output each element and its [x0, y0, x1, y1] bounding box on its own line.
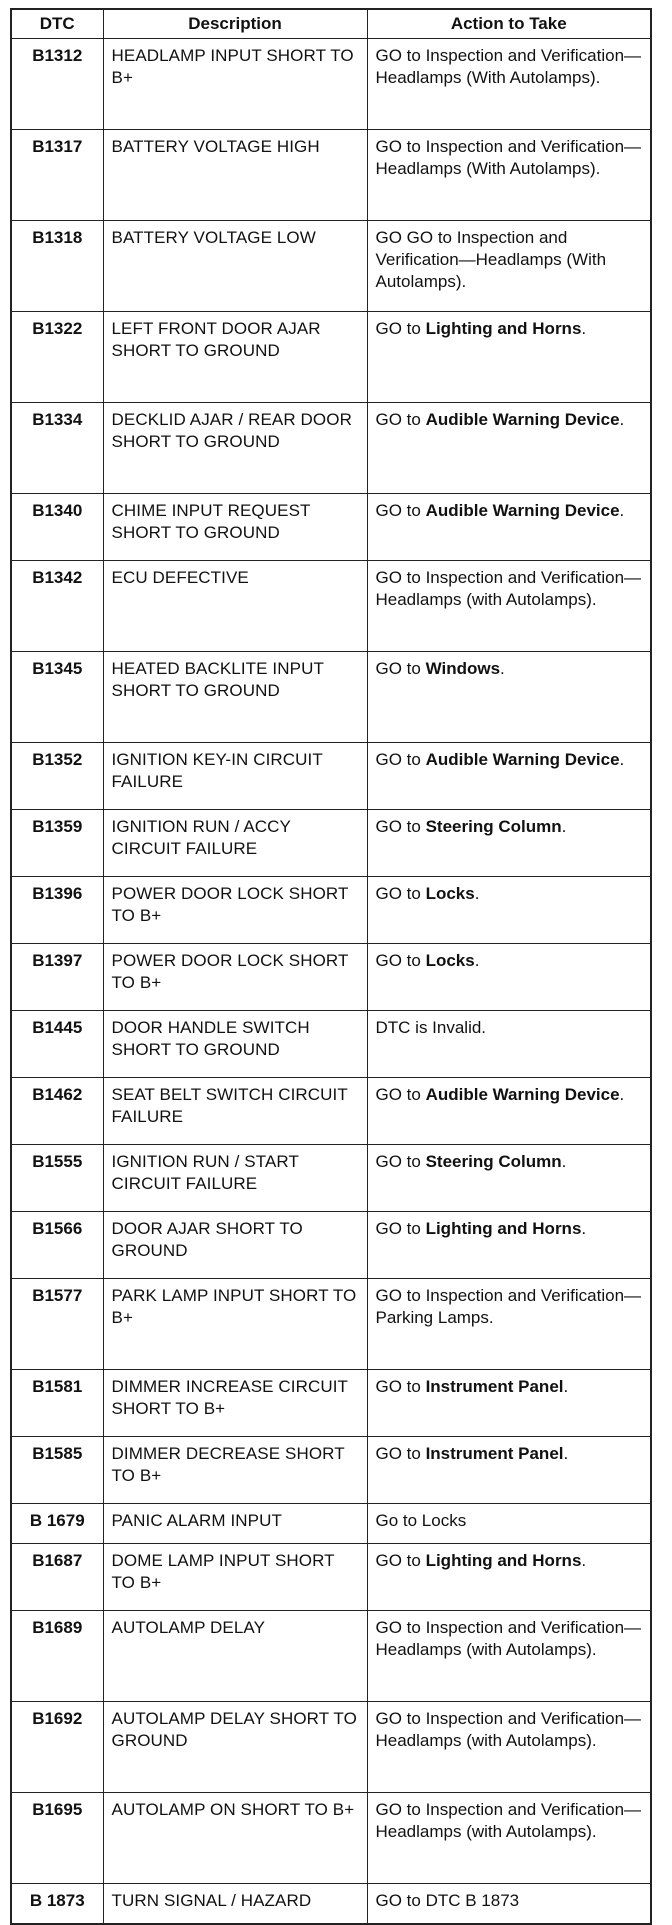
- description-cell: DOOR AJAR SHORT TO GROUND: [103, 1212, 367, 1279]
- dtc-code-cell: B1397: [11, 944, 103, 1011]
- action-target: Audible Warning Device: [425, 1085, 620, 1104]
- dtc-code-cell: B1317: [11, 130, 103, 221]
- description-cell: HEATED BACKLITE INPUT SHORT TO GROUND: [103, 652, 367, 743]
- dtc-code-cell: B 1873: [11, 1884, 103, 1924]
- action-suffix: .: [619, 410, 625, 429]
- action-cell: [367, 743, 651, 810]
- description-cell: CHIME INPUT REQUEST SHORT TO GROUND: [103, 494, 367, 561]
- action-text: GO to DTC B 1873: [375, 1891, 520, 1910]
- action-suffix: .: [561, 817, 567, 836]
- action-text: DTC is Invalid.: [375, 1018, 487, 1037]
- action-text: GO GO to Inspection and Verification—Headlamps (With Autolamps).: [375, 228, 607, 291]
- action-text: GO to: [375, 750, 426, 769]
- action-suffix: .: [581, 1219, 587, 1238]
- action-text: GO to Inspection and Verification—Headlamps (with Autolamps).: [375, 1709, 642, 1750]
- action-text: GO to: [375, 951, 426, 970]
- action-target: Instrument Panel: [425, 1377, 564, 1396]
- table-row: [11, 810, 651, 877]
- description-cell: BATTERY VOLTAGE HIGH: [103, 130, 367, 221]
- table-row: [11, 1437, 651, 1504]
- action-text: GO to: [375, 410, 426, 429]
- table-row: [11, 39, 651, 130]
- table-row: [11, 1884, 651, 1924]
- action-target: Steering Column: [425, 1152, 562, 1171]
- action-suffix: .: [563, 1377, 569, 1396]
- action-cell: [367, 130, 651, 221]
- action-target: Windows: [425, 659, 501, 678]
- dtc-code-cell: B1359: [11, 810, 103, 877]
- table-row: [11, 312, 651, 403]
- action-suffix: .: [619, 501, 625, 520]
- table-row: [11, 1504, 651, 1544]
- header-dtc: DTC: [11, 9, 103, 39]
- dtc-code-cell: B1577: [11, 1279, 103, 1370]
- action-suffix: .: [474, 951, 480, 970]
- action-text: GO to Inspection and Verification—Headlamps (with Autolamps).: [375, 1618, 642, 1659]
- table-row: [11, 1370, 651, 1437]
- description-cell: DOOR HANDLE SWITCH SHORT TO GROUND: [103, 1011, 367, 1078]
- table-row: [11, 877, 651, 944]
- description-cell: DECKLID AJAR / REAR DOOR SHORT TO GROUND: [103, 403, 367, 494]
- description-cell: DOME LAMP INPUT SHORT TO B+: [103, 1544, 367, 1611]
- description-cell: IGNITION RUN / ACCY CIRCUIT FAILURE: [103, 810, 367, 877]
- action-cell: [367, 652, 651, 743]
- table-row: [11, 1078, 651, 1145]
- action-text: GO to: [375, 1085, 426, 1104]
- action-suffix: .: [563, 1444, 569, 1463]
- dtc-code-cell: B1352: [11, 743, 103, 810]
- action-suffix: .: [619, 750, 625, 769]
- header-description: Description: [103, 9, 367, 39]
- description-cell: BATTERY VOLTAGE LOW: [103, 221, 367, 312]
- action-cell: [367, 1611, 651, 1702]
- action-text: GO to: [375, 884, 426, 903]
- action-target: Locks: [425, 951, 475, 970]
- action-text: GO to Inspection and Verification—Headlamps (With Autolamps).: [375, 46, 642, 87]
- description-cell: AUTOLAMP DELAY SHORT TO GROUND: [103, 1702, 367, 1793]
- dtc-code-cell: B1692: [11, 1702, 103, 1793]
- dtc-code-cell: B1462: [11, 1078, 103, 1145]
- action-target: Steering Column: [425, 817, 562, 836]
- header-action: Action to Take: [367, 9, 651, 39]
- action-cell: [367, 877, 651, 944]
- action-target: Lighting and Horns: [425, 319, 582, 338]
- dtc-code-cell: B1318: [11, 221, 103, 312]
- action-text: Go to Locks: [375, 1511, 467, 1530]
- dtc-code-cell: B1396: [11, 877, 103, 944]
- action-cell: [367, 1011, 651, 1078]
- description-cell: PANIC ALARM INPUT: [103, 1504, 367, 1544]
- dtc-code-cell: B1322: [11, 312, 103, 403]
- table-row: [11, 1145, 651, 1212]
- action-suffix: .: [619, 1085, 625, 1104]
- description-cell: DIMMER INCREASE CIRCUIT SHORT TO B+: [103, 1370, 367, 1437]
- action-cell: [367, 312, 651, 403]
- action-text: GO to: [375, 501, 426, 520]
- action-suffix: .: [581, 319, 587, 338]
- table-row: [11, 130, 651, 221]
- action-cell: [367, 1702, 651, 1793]
- action-cell: [367, 403, 651, 494]
- dtc-code-cell: B1340: [11, 494, 103, 561]
- table-row: [11, 944, 651, 1011]
- action-target: Audible Warning Device: [425, 750, 620, 769]
- table-row: [11, 403, 651, 494]
- dtc-code-cell: B1585: [11, 1437, 103, 1504]
- dtc-code-cell: B1334: [11, 403, 103, 494]
- action-cell: [367, 561, 651, 652]
- description-cell: IGNITION RUN / START CIRCUIT FAILURE: [103, 1145, 367, 1212]
- table-row: [11, 743, 651, 810]
- description-cell: POWER DOOR LOCK SHORT TO B+: [103, 877, 367, 944]
- action-cell: [367, 39, 651, 130]
- action-text: GO to: [375, 1219, 426, 1238]
- table-row: [11, 1544, 651, 1611]
- description-cell: LEFT FRONT DOOR AJAR SHORT TO GROUND: [103, 312, 367, 403]
- action-cell: [367, 1793, 651, 1884]
- dtc-code-cell: B1581: [11, 1370, 103, 1437]
- action-text: GO to Inspection and Verification—Headlamps (With Autolamps).: [375, 137, 642, 178]
- action-cell: [367, 1078, 651, 1145]
- action-target: Audible Warning Device: [425, 410, 620, 429]
- action-cell: [367, 1212, 651, 1279]
- action-target: Locks: [425, 884, 475, 903]
- action-cell: [367, 1437, 651, 1504]
- dtc-code-cell: B1345: [11, 652, 103, 743]
- dtc-code-cell: B1566: [11, 1212, 103, 1279]
- action-target: Lighting and Horns: [425, 1551, 582, 1570]
- action-cell: [367, 494, 651, 561]
- action-text: GO to Inspection and Verification—Headlamps (with Autolamps).: [375, 568, 642, 609]
- action-cell: [367, 1884, 651, 1924]
- dtc-code-cell: B1312: [11, 39, 103, 130]
- description-cell: TURN SIGNAL / HAZARD: [103, 1884, 367, 1924]
- dtc-code-cell: B1687: [11, 1544, 103, 1611]
- table-row: [11, 1702, 651, 1793]
- action-target: Instrument Panel: [425, 1444, 564, 1463]
- table-row: [11, 1279, 651, 1370]
- action-text: GO to: [375, 1377, 426, 1396]
- description-cell: DIMMER DECREASE SHORT TO B+: [103, 1437, 367, 1504]
- dtc-code-cell: B1445: [11, 1011, 103, 1078]
- table-row: [11, 1011, 651, 1078]
- action-text: GO to: [375, 1152, 426, 1171]
- description-cell: SEAT BELT SWITCH CIRCUIT FAILURE: [103, 1078, 367, 1145]
- action-cell: [367, 1504, 651, 1544]
- action-target: Audible Warning Device: [425, 501, 620, 520]
- action-target: Lighting and Horns: [425, 1219, 582, 1238]
- action-suffix: .: [581, 1551, 587, 1570]
- table-row: [11, 1793, 651, 1884]
- action-cell: [367, 944, 651, 1011]
- table-row: [11, 221, 651, 312]
- description-cell: IGNITION KEY-IN CIRCUIT FAILURE: [103, 743, 367, 810]
- dtc-code-cell: B1342: [11, 561, 103, 652]
- action-text: GO to Inspection and Verification—Parking Lamps.: [375, 1286, 642, 1327]
- action-cell: [367, 1370, 651, 1437]
- dtc-code-cell: B1555: [11, 1145, 103, 1212]
- action-text: GO to: [375, 659, 426, 678]
- action-text: GO to: [375, 817, 426, 836]
- action-suffix: .: [561, 1152, 567, 1171]
- table-row: [11, 652, 651, 743]
- table-row: [11, 561, 651, 652]
- description-cell: PARK LAMP INPUT SHORT TO B+: [103, 1279, 367, 1370]
- action-cell: [367, 810, 651, 877]
- table-row: [11, 494, 651, 561]
- description-cell: POWER DOOR LOCK SHORT TO B+: [103, 944, 367, 1011]
- description-cell: AUTOLAMP DELAY: [103, 1611, 367, 1702]
- description-cell: ECU DEFECTIVE: [103, 561, 367, 652]
- action-text: GO to: [375, 1551, 426, 1570]
- description-cell: AUTOLAMP ON SHORT TO B+: [103, 1793, 367, 1884]
- dtc-code-cell: B1689: [11, 1611, 103, 1702]
- description-cell: HEADLAMP INPUT SHORT TO B+: [103, 39, 367, 130]
- action-cell: [367, 1145, 651, 1212]
- table-row: [11, 1611, 651, 1702]
- dtc-code-cell: B1695: [11, 1793, 103, 1884]
- action-suffix: .: [500, 659, 505, 678]
- action-text: GO to Inspection and Verification—Headlamps (with Autolamps).: [375, 1800, 642, 1841]
- dtc-table: [10, 8, 652, 1925]
- action-text: GO to: [375, 319, 426, 338]
- dtc-code-cell: B 1679: [11, 1504, 103, 1544]
- header-row: [11, 9, 651, 39]
- action-suffix: .: [474, 884, 480, 903]
- table-row: [11, 1212, 651, 1279]
- action-cell: [367, 1279, 651, 1370]
- action-cell: [367, 1544, 651, 1611]
- table-body: [11, 39, 651, 1924]
- action-cell: [367, 221, 651, 312]
- action-text: GO to: [375, 1444, 426, 1463]
